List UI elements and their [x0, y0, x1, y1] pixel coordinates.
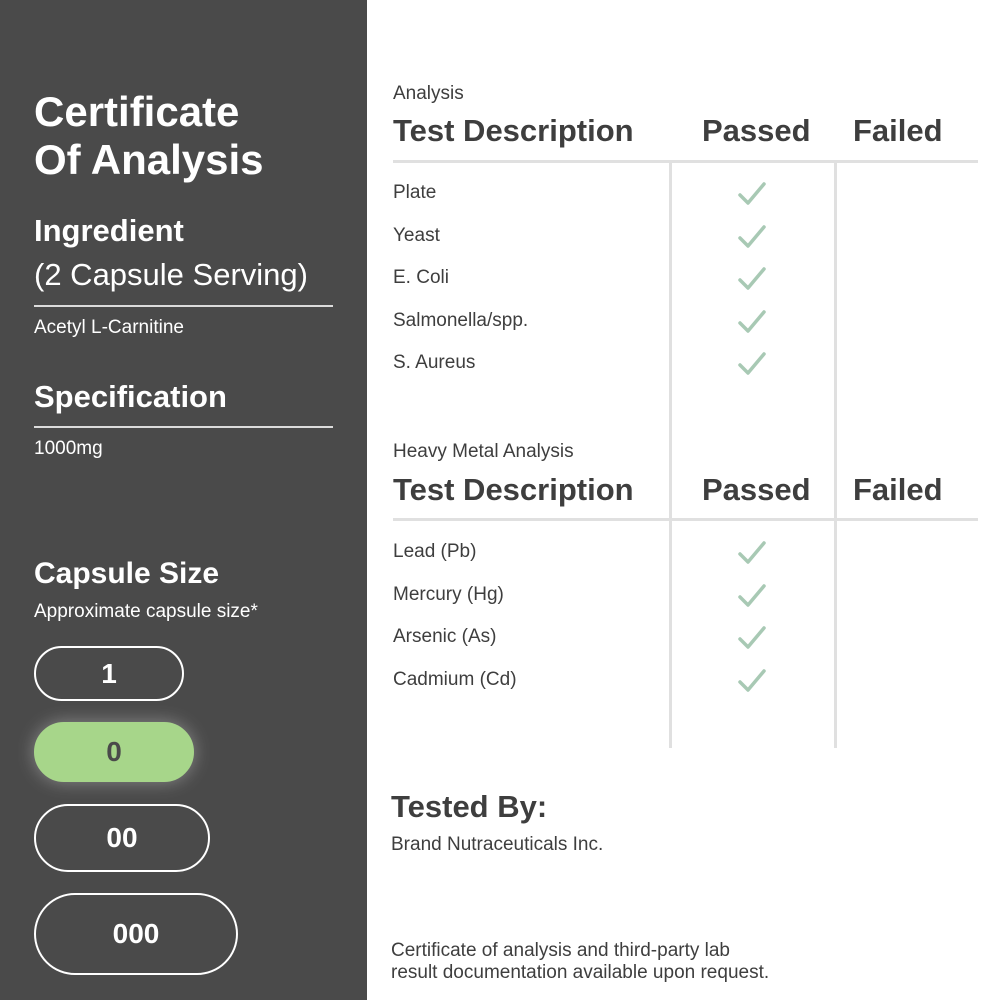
heavy-metal-header-failed: Failed [853, 472, 943, 507]
specification-value: 1000mg [34, 438, 103, 459]
capsule-size-heading: Capsule Size [34, 557, 220, 590]
specification-divider [34, 426, 333, 428]
analysis-header-test-description: Test Description [393, 113, 634, 148]
page-title [34, 88, 264, 184]
footnote-line-1: Certificate of analysis and third-party lab [391, 940, 730, 961]
analysis-section-label: Analysis [393, 83, 464, 104]
ingredient-subheading: (2 Capsule Serving) [34, 257, 308, 292]
checkmark-icon [738, 181, 766, 207]
title-line-1: Certificate [34, 88, 240, 135]
right-panel [367, 0, 1000, 1000]
heavy-metal-row-arsenic: Arsenic (As) [393, 626, 497, 647]
passed-column-divider [669, 163, 672, 748]
checkmark-icon [738, 309, 766, 335]
ingredient-divider [34, 305, 333, 307]
analysis-header-divider [393, 160, 978, 163]
capsule-size-1-button[interactable]: 1 [34, 646, 184, 701]
ingredient-heading: Ingredient [34, 213, 184, 248]
capsule-size-subheading: Approximate capsule size* [34, 601, 258, 622]
heavy-metal-row-lead: Lead (Pb) [393, 541, 477, 562]
heavy-metal-row-mercury: Mercury (Hg) [393, 584, 504, 605]
checkmark-icon [738, 540, 766, 566]
heavy-metal-header-divider [393, 518, 978, 521]
heavy-metal-header-test-description: Test Description [393, 472, 634, 507]
heavy-metal-section-label: Heavy Metal Analysis [393, 441, 574, 462]
analysis-row-yeast: Yeast [393, 225, 440, 246]
checkmark-icon [738, 625, 766, 651]
analysis-row-salmonella: Salmonella/spp. [393, 310, 529, 331]
capsule-size-000-button[interactable]: 000 [34, 893, 238, 975]
tested-by-heading: Tested By: [391, 789, 548, 824]
title-line-2: Of Analysis [34, 136, 264, 183]
capsule-size-0-button[interactable]: 0 [34, 722, 194, 782]
analysis-row-s-aureus: S. Aureus [393, 352, 476, 373]
checkmark-icon [738, 224, 766, 250]
analysis-row-plate: Plate [393, 182, 437, 203]
checkmark-icon [738, 583, 766, 609]
checkmark-icon [738, 351, 766, 377]
left-panel [0, 0, 367, 1000]
heavy-metal-row-cadmium: Cadmium (Cd) [393, 669, 517, 690]
tested-by-value: Brand Nutraceuticals Inc. [391, 834, 604, 855]
failed-column-divider [834, 163, 837, 748]
analysis-header-failed: Failed [853, 113, 943, 148]
footnote [391, 940, 951, 984]
analysis-header-passed: Passed [702, 113, 811, 148]
ingredient-value: Acetyl L-Carnitine [34, 317, 184, 338]
capsule-size-00-button[interactable]: 00 [34, 804, 210, 872]
checkmark-icon [738, 266, 766, 292]
specification-heading: Specification [34, 379, 227, 414]
analysis-row-e-coli: E. Coli [393, 267, 449, 288]
footnote-line-2: result documentation available upon request. [391, 962, 770, 983]
checkmark-icon [738, 668, 766, 694]
heavy-metal-header-passed: Passed [702, 472, 811, 507]
